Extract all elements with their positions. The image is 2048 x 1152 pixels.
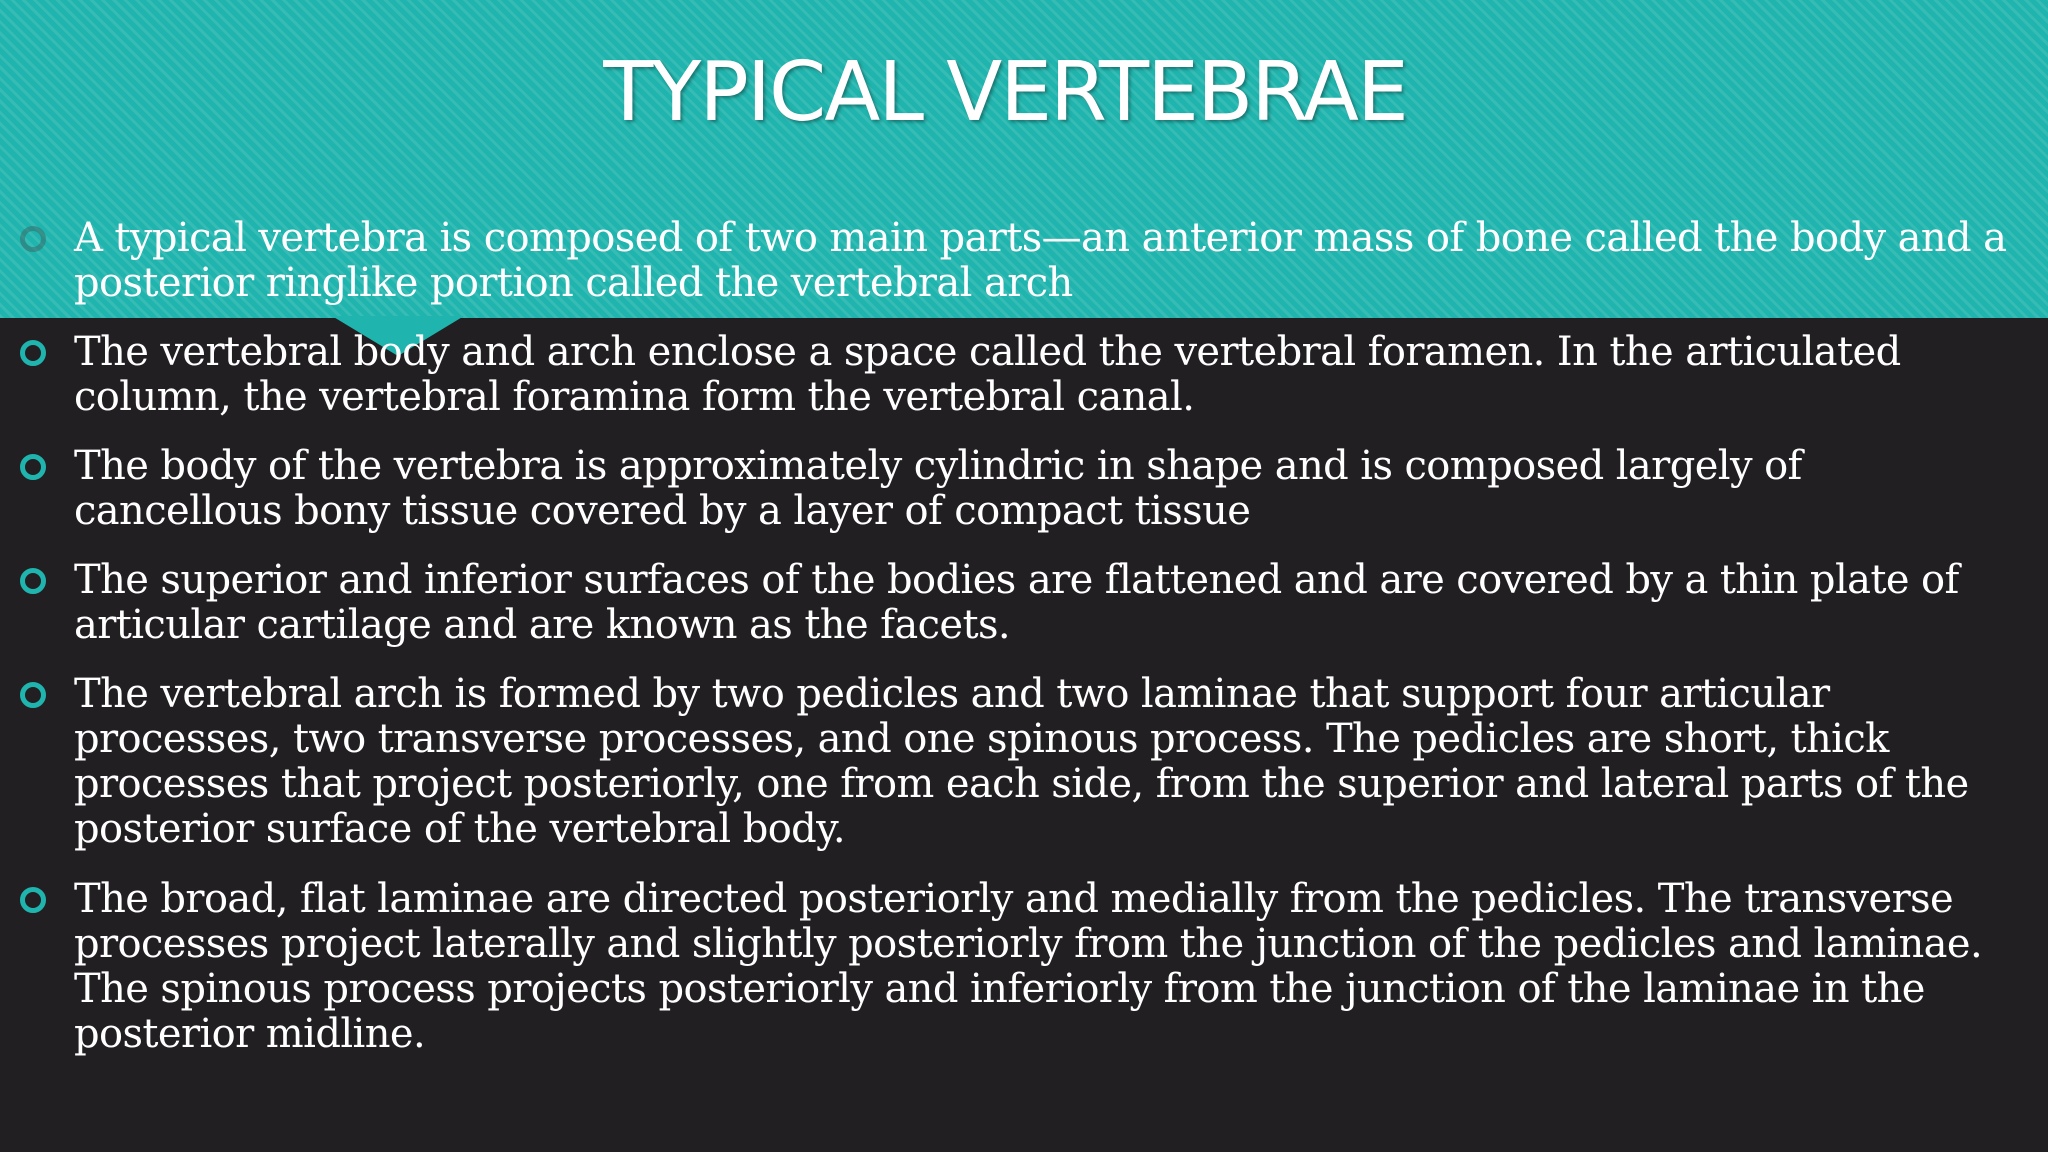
circle-bullet-icon — [20, 568, 46, 594]
circle-bullet-icon — [20, 887, 46, 913]
bullet-text-1: A typical vertebra is composed of two main parts—an anterior mass of bone called the body and a posterior ringlike portion called the vertebral arch — [74, 215, 2007, 306]
bullet-text-2: The vertebral body and arch enclose a space called the vertebral foramen. In the articulated column, the vertebral foramina form the vertebral canal. — [74, 329, 1901, 420]
circle-bullet-icon — [20, 226, 46, 252]
bullet-text-3: The body of the vertebra is approximately cylindric in shape and is composed largely of cancellous bony tissue covered by a layer of compact tissue — [74, 443, 1802, 534]
bullet-text-5: The vertebral arch is formed by two pedicles and two laminae that support four articular processes, two transverse processes, and one spinous process. The pedicles are short, thick processes that project posteriorly, one from each side, from the superior and lateral parts of the posterior surface of the vertebral body. — [74, 671, 1969, 852]
bullet-text-4: The superior and inferior surfaces of the bodies are flattened and are covered by a thin plate of articular cartilage and are known as the facets. — [74, 557, 1959, 648]
slide-title: TYPICAL VERTEBRAE — [603, 45, 1407, 140]
circle-bullet-icon — [20, 454, 46, 480]
bullet-text-6: The broad, flat laminae are directed posteriorly and medially from the pedicles. The transverse processes project laterally and slightly posteriorly from the junction of the pedicles and laminae. The spinous process projects posteriorly and inferiorly from the junction of the laminae in the posterior midline. — [74, 876, 1983, 1057]
circle-bullet-icon — [20, 340, 46, 366]
circle-bullet-icon — [20, 682, 46, 708]
